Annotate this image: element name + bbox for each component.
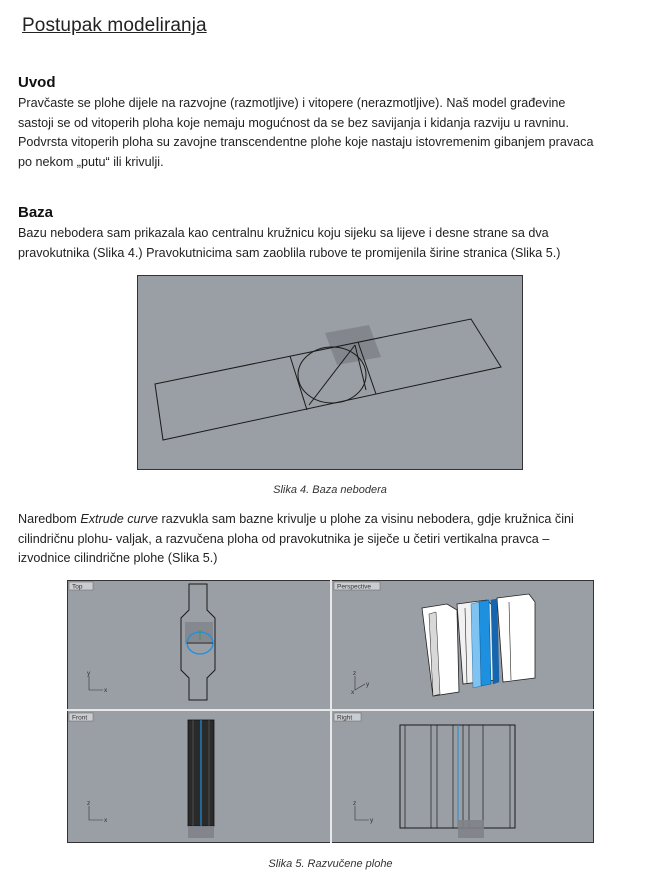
right-shadow — [458, 820, 484, 838]
viewport-label-front: Front — [72, 714, 88, 722]
axis-label-z: z — [87, 800, 91, 807]
page-title: Postupak modeliranja — [22, 15, 207, 36]
section-heading-uvod: Uvod — [18, 74, 56, 91]
text-line: sastoji se od vitoperih ploha koje nemaju mogućnost da se bez savijanja i kidanja razviju u ravninu. — [18, 115, 569, 130]
figure-4-base-plan — [137, 275, 523, 470]
text-line: Pravčaste se plohe dijele na razvojne (razmotljive) i vitopere (nerazmotljive). Naš model građevine — [18, 96, 566, 110]
top-shadow — [185, 622, 213, 644]
paragraph-extrude — [18, 510, 643, 569]
axis-label-x: x — [351, 689, 355, 696]
persp-panel-right — [497, 594, 535, 682]
figure-5-viewports — [67, 580, 594, 843]
text-line: po nekom „putu“ ili krivulji. — [18, 155, 164, 170]
section-heading-baza: Baza — [18, 204, 54, 221]
text-line: izvodnice cilindrične plohe (Slika 5.) — [18, 551, 218, 566]
viewport-label-perspective: Perspective — [337, 583, 371, 591]
text-line: Podvrsta vitoperih ploha su zavojne transcendentne plohe koje nastaju istovremenim gibanjem pravaca — [18, 135, 594, 150]
command-name: Extrude curve — [80, 512, 159, 526]
axis-label-y: y — [370, 817, 374, 824]
axis-label-z: z — [353, 670, 357, 677]
front-shadow — [188, 826, 214, 838]
persp-cylinder-light — [471, 602, 481, 688]
text-fragment: Naredbom — [18, 512, 81, 526]
axis-label-y: y — [87, 670, 91, 677]
figure-5-caption: Slika 5. Razvučene plohe — [268, 858, 393, 870]
axis-label-x: x — [104, 817, 108, 824]
text-line: Bazu nebodera sam prikazala kao centralnu kružnicu koju sijeku sa lijeve i desne strane sa dva — [18, 226, 549, 240]
figure-4-caption: Slika 4. Baza nebodera — [273, 484, 387, 496]
text-fragment: razvukla sam bazne krivulje u plohe za visinu nebodera, gdje kružnica čini — [158, 512, 574, 526]
text-line — [18, 510, 643, 530]
axis-label-y: y — [366, 681, 370, 688]
viewport-label-top: Top — [72, 583, 83, 591]
axis-label-z: z — [353, 800, 357, 807]
paragraph-uvod — [18, 94, 643, 173]
viewport-label-right: Right — [337, 714, 353, 722]
text-line: pravokutnika (Slika 4.) Pravokutnicima sam zaoblila rubove te promijenila širine stranica (Slika 5.) — [18, 245, 561, 260]
axis-label-x: x — [104, 687, 108, 694]
paragraph-baza — [18, 224, 643, 263]
viewport-background — [138, 276, 523, 470]
text-line: cilindričnu plohu- valjak, a razvučena ploha od pravokutnika je siječe u četiri vertikalna pravca – — [18, 531, 550, 546]
